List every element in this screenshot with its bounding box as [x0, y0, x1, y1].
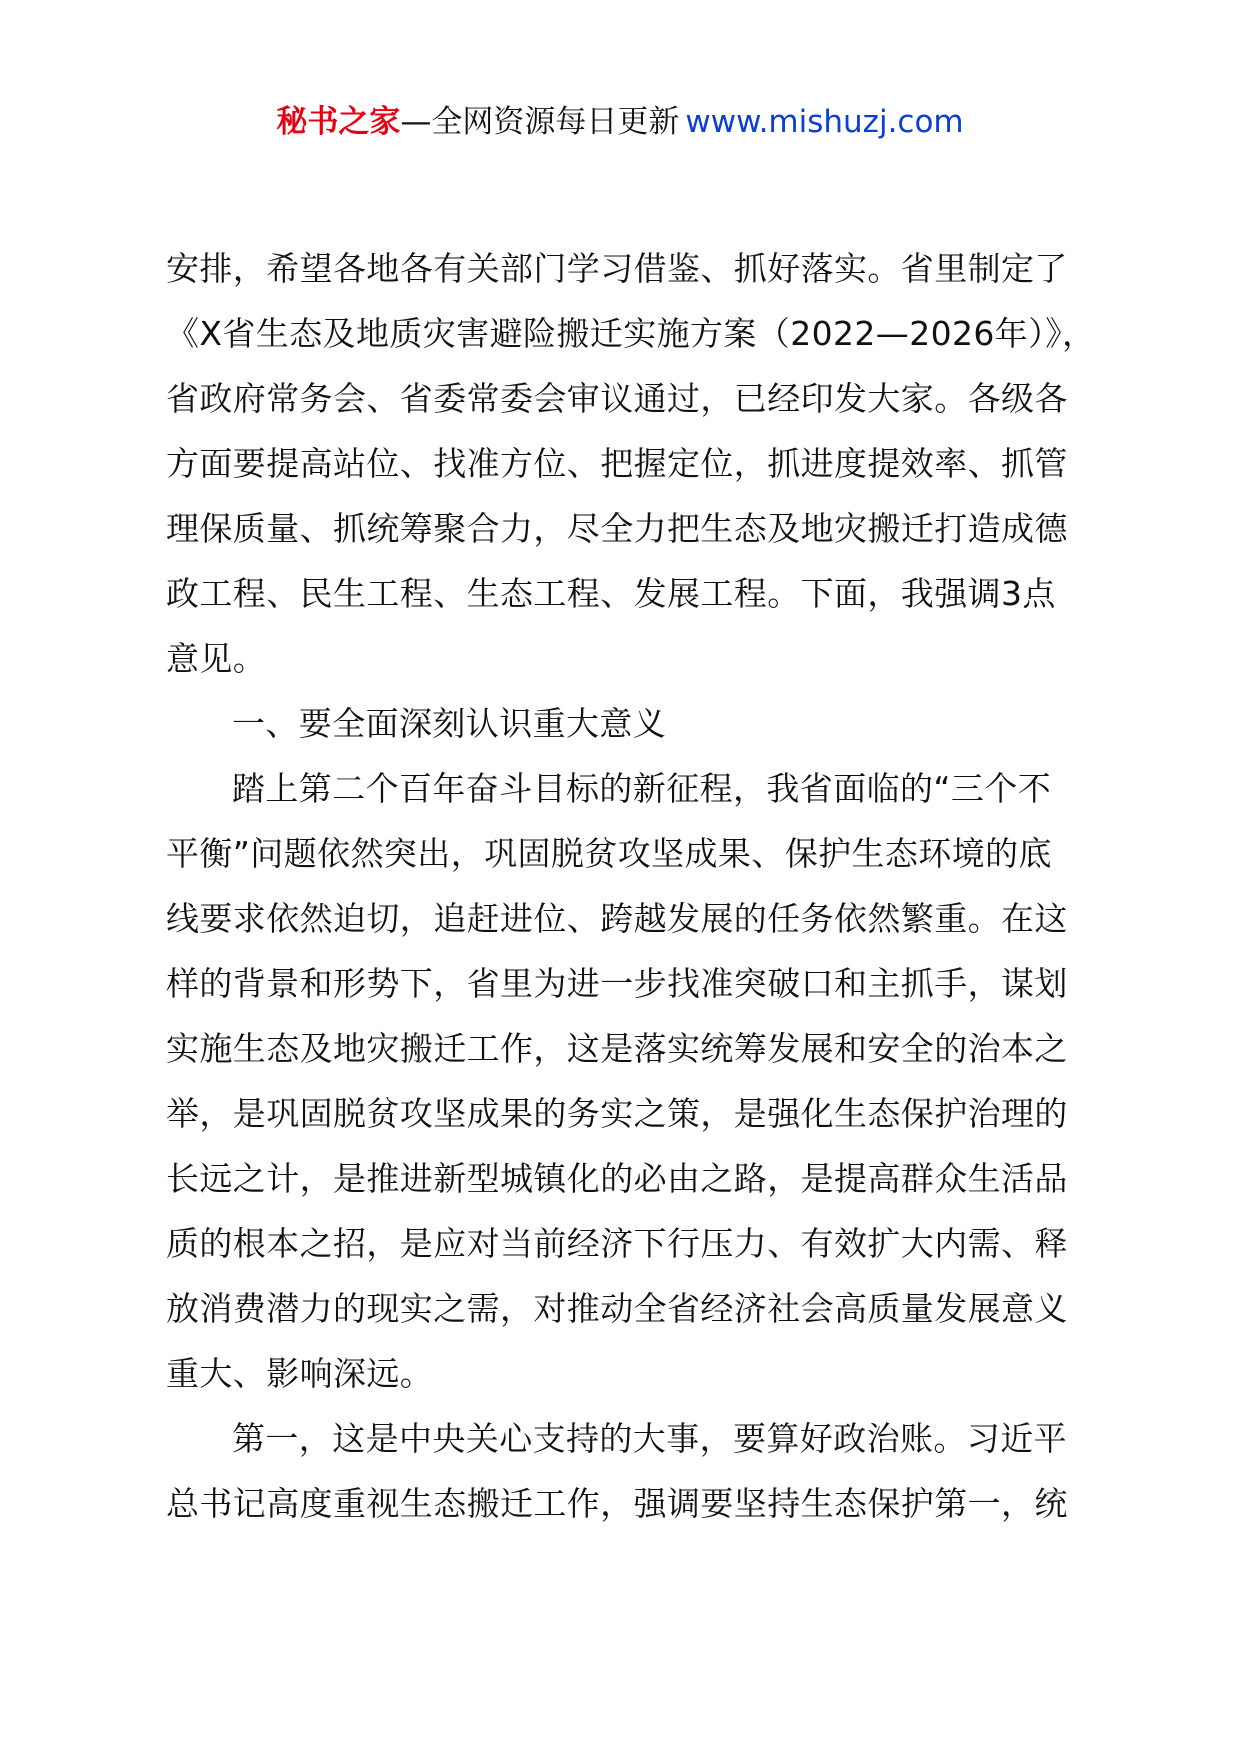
text-line: 安排，希望各地各有关部门学习借鉴、抓好落实。省里制定了: [166, 249, 1068, 288]
text-line: 线要求依然迫切，追赶进位、跨越发展的任务依然繁重。在这: [166, 899, 1068, 938]
text-line: 意见。: [166, 639, 267, 678]
document-body: [166, 236, 1096, 1536]
brand-name: 秘书之家: [276, 104, 401, 140]
brand-tagline: —全网资源每日更新: [400, 104, 680, 140]
text-line: 《X省生态及地质灾害避险搬迁实施方案（2022—2026年）》，: [166, 314, 1096, 353]
text-line: 总书记高度重视生态搬迁工作，强调要坚持生态保护第一，统: [166, 1484, 1068, 1523]
text-line: 放消费潜力的现实之需，对推动全省经济社会高质量发展意义: [166, 1289, 1068, 1328]
text-line: 省政府常务会、省委常委会审议通过，已经印发大家。各级各: [166, 379, 1068, 418]
section-heading: 一、要全面深刻认识重大意义: [232, 704, 667, 743]
site-watermark-header: [0, 100, 1240, 144]
text-line: 平衡”问题依然突出，巩固脱贫攻坚成果、保护生态环境的底: [166, 834, 1052, 873]
text-line: 长远之计，是推进新型城镇化的必由之路，是提高群众生活品: [166, 1159, 1068, 1198]
text-line: 质的根本之招，是应对当前经济下行压力、有效扩大内需、释: [166, 1224, 1068, 1263]
paragraph-start-line: 踏上第二个百年奋斗目标的新征程，我省面临的“三个不: [232, 769, 1052, 808]
site-url-link[interactable]: www.mishuzj.com: [685, 104, 964, 140]
text-line: 举，是巩固脱贫攻坚成果的务实之策，是强化生态保护治理的: [166, 1094, 1068, 1133]
paragraph-start-line: 第一，这是中央关心支持的大事，要算好政治账。习近平: [232, 1419, 1067, 1458]
text-line: 政工程、民生工程、生态工程、发展工程。下面，我强调3点: [166, 574, 1056, 613]
text-line: 样的背景和形势下，省里为进一步找准突破口和主抓手，谋划: [166, 964, 1068, 1003]
text-line: 实施生态及地灾搬迁工作，这是落实统筹发展和安全的治本之: [166, 1029, 1068, 1068]
text-line: 重大、影响深远。: [166, 1354, 434, 1393]
text-line: 方面要提高站位、找准方位、把握定位，抓进度提效率、抓管: [166, 444, 1068, 483]
text-line: 理保质量、抓统筹聚合力，尽全力把生态及地灾搬迁打造成德: [166, 509, 1068, 548]
